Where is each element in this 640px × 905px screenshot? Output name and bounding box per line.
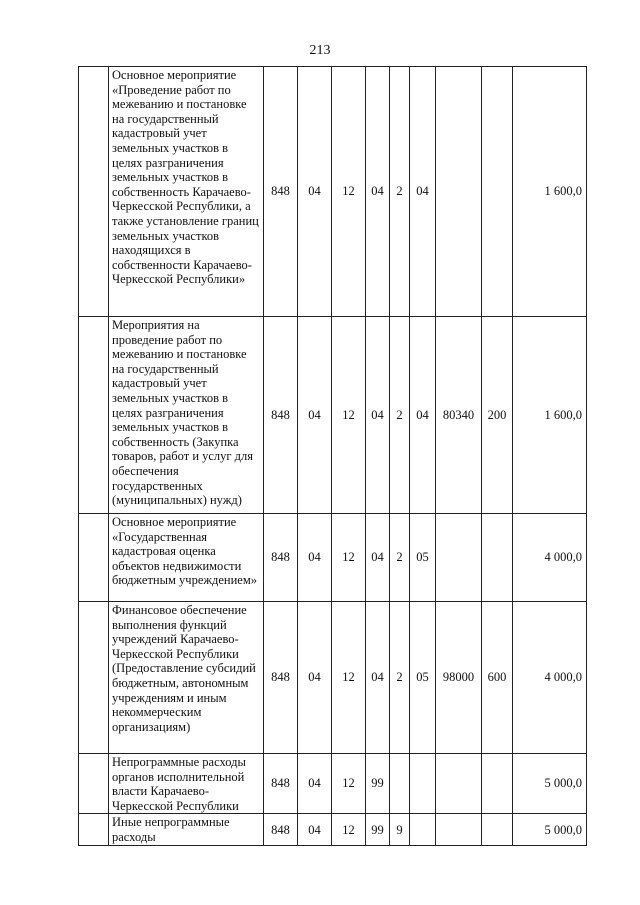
target-code-part-4: 98000 <box>436 602 482 754</box>
subsection-code: 12 <box>332 67 366 317</box>
ministry-code: 848 <box>264 317 298 514</box>
row-name: Непрограммные расходы органов исполнительной власти Карачаево-Черкесской Республики <box>109 754 264 814</box>
section-code: 04 <box>298 514 332 602</box>
section-code: 04 <box>298 814 332 846</box>
section-code: 04 <box>298 67 332 317</box>
target-code-part-2: 2 <box>390 602 410 754</box>
table-row <box>79 814 587 846</box>
ministry-code: 848 <box>264 602 298 754</box>
target-code-part-1: 04 <box>366 67 390 317</box>
target-code-part-3: 05 <box>410 514 436 602</box>
row-name: Финансовое обеспечение выполнения функций учреждений Карачаево-Черкесской Республики (Предоставление субсидий бюджетным, автономным учреждениям и иным некоммерческим организациям) <box>109 602 264 754</box>
expense-type-code <box>482 754 513 814</box>
target-code-part-2: 9 <box>390 814 410 846</box>
expense-type-code <box>482 67 513 317</box>
row-number-cell <box>79 317 109 514</box>
target-code-part-3: 04 <box>410 317 436 514</box>
row-number-cell <box>79 67 109 317</box>
row-number-cell <box>79 814 109 846</box>
section-code: 04 <box>298 317 332 514</box>
section-code: 04 <box>298 602 332 754</box>
expense-type-code <box>482 514 513 602</box>
table-row <box>79 754 587 814</box>
ministry-code: 848 <box>264 514 298 602</box>
expense-type-code: 600 <box>482 602 513 754</box>
table-row <box>79 514 587 602</box>
budget-table <box>78 66 587 846</box>
amount: 1 600,0 <box>513 67 587 317</box>
amount: 5 000,0 <box>513 754 587 814</box>
subsection-code: 12 <box>332 754 366 814</box>
row-name: Основное мероприятие «Проведение работ по межеванию и постановке на государственный кадастровый учет земельных участков в целях разграничения земельных участков в собственность Карачаево-Черкесской Республики, а также установление границ земельных участков находящихся в собственности Карачаево-Черкесской Республики» <box>109 67 264 317</box>
target-code-part-1: 04 <box>366 514 390 602</box>
page-number: 213 <box>309 43 331 58</box>
target-code-part-2: 2 <box>390 514 410 602</box>
target-code-part-3: 04 <box>410 67 436 317</box>
subsection-code: 12 <box>332 317 366 514</box>
subsection-code: 12 <box>332 514 366 602</box>
amount: 5 000,0 <box>513 814 587 846</box>
row-number-cell <box>79 754 109 814</box>
target-code-part-4 <box>436 514 482 602</box>
target-code-part-2 <box>390 754 410 814</box>
row-name: Основное мероприятие «Государственная кадастровая оценка объектов недвижимости бюджетным учреждением» <box>109 514 264 602</box>
amount: 1 600,0 <box>513 317 587 514</box>
table-row <box>79 67 587 317</box>
target-code-part-3 <box>410 814 436 846</box>
ministry-code: 848 <box>264 814 298 846</box>
target-code-part-1: 99 <box>366 754 390 814</box>
target-code-part-4 <box>436 754 482 814</box>
amount: 4 000,0 <box>513 514 587 602</box>
target-code-part-3 <box>410 754 436 814</box>
target-code-part-3: 05 <box>410 602 436 754</box>
table-row <box>79 602 587 754</box>
amount: 4 000,0 <box>513 602 587 754</box>
target-code-part-2: 2 <box>390 317 410 514</box>
target-code-part-2: 2 <box>390 67 410 317</box>
row-name: Иные непрограммные расходы <box>109 814 264 846</box>
ministry-code: 848 <box>264 67 298 317</box>
subsection-code: 12 <box>332 602 366 754</box>
section-code: 04 <box>298 754 332 814</box>
target-code-part-1: 04 <box>366 317 390 514</box>
row-number-cell <box>79 602 109 754</box>
subsection-code: 12 <box>332 814 366 846</box>
expense-type-code: 200 <box>482 317 513 514</box>
expense-type-code <box>482 814 513 846</box>
target-code-part-4 <box>436 814 482 846</box>
row-number-cell <box>79 514 109 602</box>
target-code-part-1: 99 <box>366 814 390 846</box>
target-code-part-4 <box>436 67 482 317</box>
table-row <box>79 317 587 514</box>
target-code-part-4: 80340 <box>436 317 482 514</box>
row-name: Мероприятия на проведение работ по межеванию и постановке на государственный кадастровый учет земельных участков в целях разграничения земельных участков в собственность (Закупка товаров, работ и услуг для обеспечения государственных (муниципальных) нужд) <box>109 317 264 514</box>
target-code-part-1: 04 <box>366 602 390 754</box>
ministry-code: 848 <box>264 754 298 814</box>
